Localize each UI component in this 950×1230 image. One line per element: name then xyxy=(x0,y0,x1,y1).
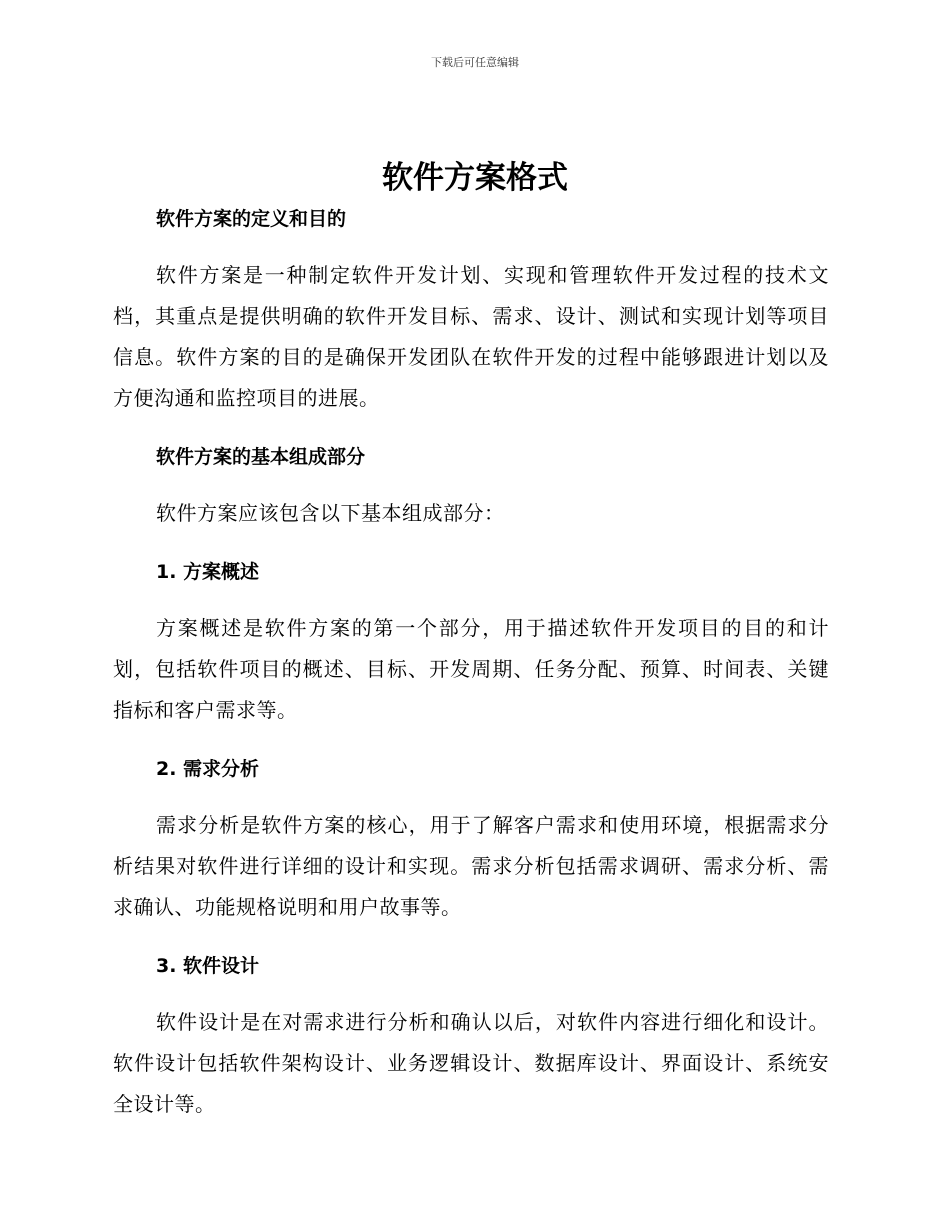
paragraph-overview: 方案概述是软件方案的第一个部分，用于描述软件开发项目的目的和计划，包括软件项目的概述、目标、开发周期、任务分配、预算、时间表、关键指标和客户需求等。 xyxy=(113,616,829,722)
page-header-note: 下载后可任意编辑 xyxy=(431,56,519,69)
document-title: 软件方案格式 xyxy=(382,160,568,196)
section-heading-definition: 软件方案的定义和目的 xyxy=(156,208,347,230)
paragraph-design: 软件设计是在对需求进行分析和确认以后，对软件内容进行细化和设计。软件设计包括软件架构设计、业务逻辑设计、数据库设计、界面设计、系统安全设计等。 xyxy=(113,1010,829,1116)
section-heading-overview: 1. 方案概述 xyxy=(156,561,260,583)
section-heading-requirements: 2. 需求分析 xyxy=(156,758,260,780)
paragraph-components-intro: 软件方案应该包含以下基本组成部分： xyxy=(156,501,505,525)
document-body xyxy=(113,203,829,1125)
paragraph-definition: 软件方案是一种制定软件开发计划、实现和管理软件开发过程的技术文档，其重点是提供明确的软件开发目标、需求、设计、测试和实现计划等项目信息。软件方案的目的是确保开发团队在软件开发的过程中能够跟进计划以及方便沟通和监控项目的进展。 xyxy=(113,263,829,410)
section-heading-components: 软件方案的基本组成部分 xyxy=(156,446,366,468)
paragraph-requirements: 需求分析是软件方案的核心，用于了解客户需求和使用环境，根据需求分析结果对软件进行详细的设计和实现。需求分析包括需求调研、需求分析、需求确认、功能规格说明和用户故事等。 xyxy=(113,813,829,919)
section-heading-design: 3. 软件设计 xyxy=(156,955,260,977)
